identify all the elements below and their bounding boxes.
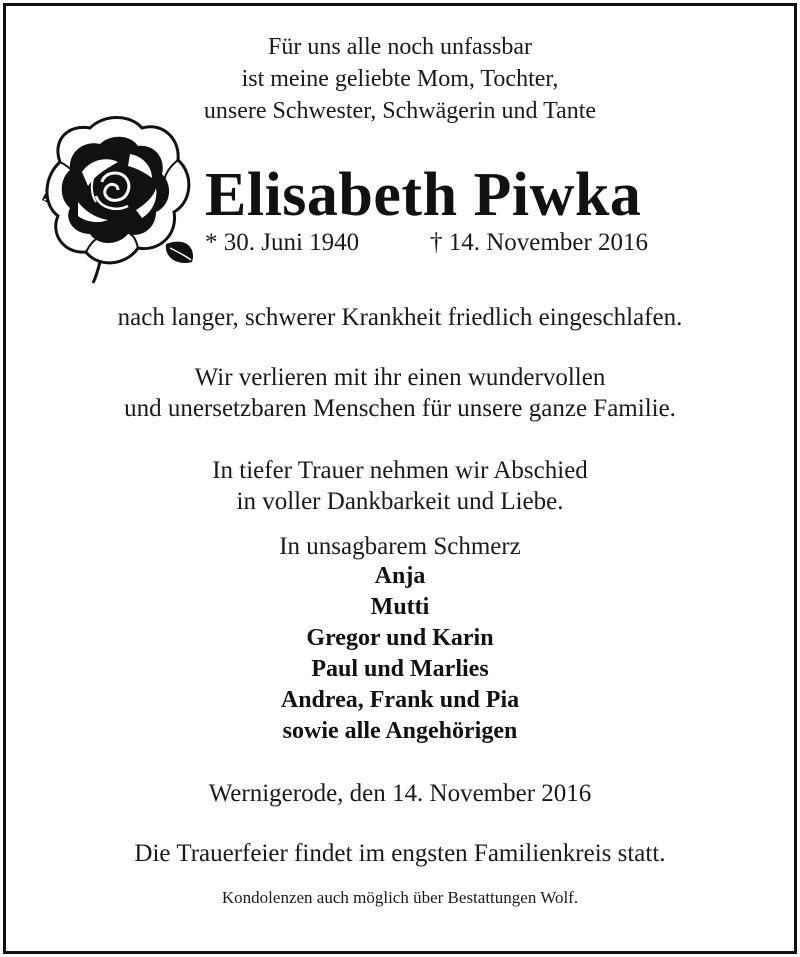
- condolence-note: Kondolenzen auch möglich über Bestattungen Wolf.: [221, 888, 579, 907]
- grief-intro: In unsagbarem Schmerz: [279, 533, 521, 560]
- signer-5: Andrea, Frank und Pia: [280, 687, 520, 713]
- birth-date: * 30. Juni 1940: [205, 229, 360, 256]
- signer-3: Gregor und Karin: [306, 625, 494, 651]
- intro-line-2: ist meine geliebte Mom, Tochter,: [241, 66, 559, 92]
- intro-line-3: unsere Schwester, Schwägerin und Tante: [203, 98, 597, 124]
- loss-line-2: und unersetzbaren Menschen für unsere ganze Familie.: [124, 395, 676, 422]
- funeral-note: Die Trauerfeier findet im engsten Familienkreis statt.: [134, 840, 666, 867]
- signer-6: sowie alle Angehörigen: [282, 718, 518, 744]
- rose-icon: [38, 112, 198, 284]
- farewell-line-2: in voller Dankbarkeit und Liebe.: [236, 488, 564, 515]
- passing-text: nach langer, schwerer Krankheit friedlich eingeschlafen.: [117, 304, 683, 331]
- farewell-line-1: In tiefer Trauer nehmen wir Abschied: [212, 457, 588, 484]
- death-date: † 14. November 2016: [430, 229, 649, 256]
- intro-line-1: Für uns alle noch unfassbar: [268, 34, 532, 60]
- signer-2: Mutti: [370, 594, 430, 620]
- place-date: Wernigerode, den 14. November 2016: [208, 780, 592, 807]
- deceased-name: Elisabeth Piwka: [205, 161, 642, 229]
- signer-1: Anja: [374, 563, 426, 589]
- signer-4: Paul und Marlies: [311, 656, 489, 682]
- loss-line-1: Wir verlieren mit ihr einen wundervollen: [194, 364, 606, 391]
